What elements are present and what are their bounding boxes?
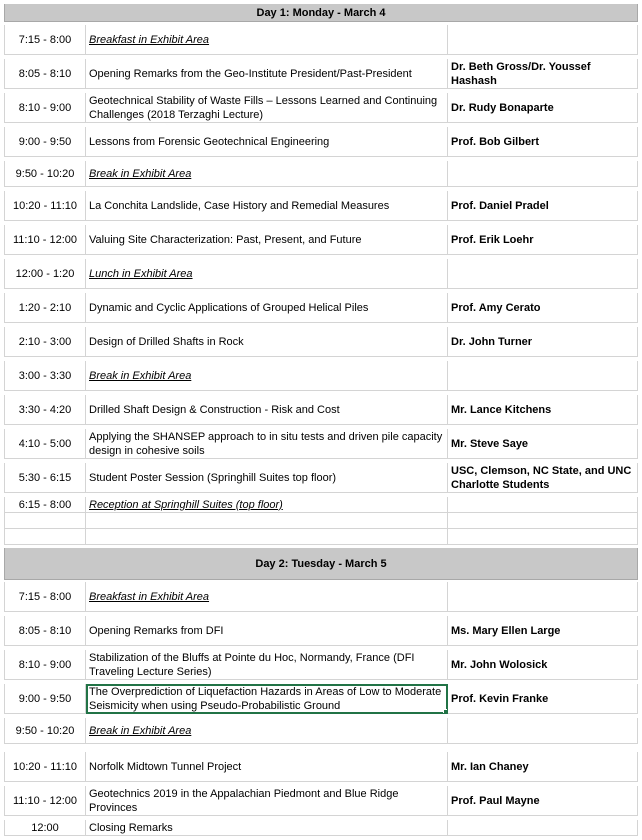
- title-cell[interactable]: Opening Remarks from the Geo-Institute President/Past-President: [86, 59, 448, 89]
- title-cell[interactable]: Design of Drilled Shafts in Rock: [86, 327, 448, 357]
- schedule-row: [4, 25, 638, 55]
- time-cell[interactable]: 12:00: [4, 820, 86, 836]
- speaker-cell[interactable]: [448, 361, 638, 391]
- time-cell[interactable]: 9:00 - 9:50: [4, 127, 86, 157]
- blank-cell[interactable]: [448, 529, 638, 545]
- blank-row: [4, 529, 638, 545]
- blank-cell[interactable]: [86, 529, 448, 545]
- speaker-cell[interactable]: [448, 259, 638, 289]
- title-cell[interactable]: Lunch in Exhibit Area: [86, 259, 448, 289]
- time-cell[interactable]: 8:05 - 8:10: [4, 59, 86, 89]
- title-cell[interactable]: Stabilization of the Bluffs at Pointe du Hoc, Normandy, France (DFI Traveling Lecture Series): [86, 650, 448, 680]
- title-cell[interactable]: Applying the SHANSEP approach to in situ tests and driven pile capacity design in cohesive soils: [86, 429, 448, 459]
- schedule-row: [4, 395, 638, 425]
- time-cell[interactable]: 8:10 - 9:00: [4, 650, 86, 680]
- day1-header-label: Day 1: Monday - March 4: [4, 4, 638, 22]
- schedule-row: [4, 191, 638, 221]
- speaker-cell[interactable]: [448, 497, 638, 513]
- title-cell[interactable]: Closing Remarks: [86, 820, 448, 836]
- schedule-row: [4, 616, 638, 646]
- time-cell[interactable]: 7:15 - 8:00: [4, 582, 86, 612]
- speaker-cell[interactable]: [448, 582, 638, 612]
- title-cell[interactable]: Break in Exhibit Area: [86, 361, 448, 391]
- schedule-row: [4, 752, 638, 782]
- speaker-cell[interactable]: Prof. Bob Gilbert: [448, 127, 638, 157]
- time-cell[interactable]: 9:50 - 10:20: [4, 161, 86, 187]
- speaker-cell[interactable]: Prof. Erik Loehr: [448, 225, 638, 255]
- speaker-cell[interactable]: Mr. Ian Chaney: [448, 752, 638, 782]
- title-cell[interactable]: La Conchita Landslide, Case History and Remedial Measures: [86, 191, 448, 221]
- schedule-row: [4, 361, 638, 391]
- blank-cell[interactable]: [4, 529, 86, 545]
- title-cell[interactable]: Reception at Springhill Suites (top floor): [86, 497, 448, 513]
- speaker-cell[interactable]: USC, Clemson, NC State, and UNC Charlotte Students: [448, 463, 638, 493]
- time-cell[interactable]: 9:00 - 9:50: [4, 684, 86, 714]
- time-cell[interactable]: 5:30 - 6:15: [4, 463, 86, 493]
- schedule-row: [4, 786, 638, 816]
- day1-header: [4, 4, 638, 22]
- title-cell[interactable]: Geotechnics 2019 in the Appalachian Piedmont and Blue Ridge Provinces: [86, 786, 448, 816]
- time-cell[interactable]: 6:15 - 8:00: [4, 497, 86, 513]
- time-cell[interactable]: 3:30 - 4:20: [4, 395, 86, 425]
- blank-row: [4, 513, 638, 529]
- schedule-row: [4, 463, 638, 493]
- schedule-row: [4, 93, 638, 123]
- blank-cell[interactable]: [4, 513, 86, 529]
- time-cell[interactable]: 7:15 - 8:00: [4, 25, 86, 55]
- time-cell[interactable]: 3:00 - 3:30: [4, 361, 86, 391]
- selected-cell[interactable]: The Overprediction of Liquefaction Hazards in Areas of Low to Moderate Seismicity when using Pseudo-Probabilistic Ground: [86, 684, 448, 714]
- time-cell[interactable]: 10:20 - 11:10: [4, 752, 86, 782]
- schedule-row: [4, 293, 638, 323]
- schedule-row: [4, 582, 638, 612]
- schedule-row: [4, 59, 638, 89]
- time-cell[interactable]: 8:10 - 9:00: [4, 93, 86, 123]
- schedule-row: [4, 127, 638, 157]
- blank-cell[interactable]: [86, 513, 448, 529]
- time-cell[interactable]: 4:10 - 5:00: [4, 429, 86, 459]
- speaker-cell[interactable]: Dr. Beth Gross/Dr. Youssef Hashash: [448, 59, 638, 89]
- title-cell[interactable]: Student Poster Session (Springhill Suites top floor): [86, 463, 448, 493]
- speaker-cell[interactable]: Prof. Paul Mayne: [448, 786, 638, 816]
- speaker-cell[interactable]: Mr. John Wolosick: [448, 650, 638, 680]
- title-cell[interactable]: Break in Exhibit Area: [86, 718, 448, 744]
- blank-cell[interactable]: [448, 513, 638, 529]
- schedule-row: [4, 259, 638, 289]
- schedule-row: [4, 161, 638, 187]
- schedule-row: [4, 650, 638, 680]
- schedule-row: [4, 684, 638, 714]
- speaker-cell[interactable]: Ms. Mary Ellen Large: [448, 616, 638, 646]
- schedule-row: [4, 225, 638, 255]
- time-cell[interactable]: 10:20 - 11:10: [4, 191, 86, 221]
- speaker-cell[interactable]: Prof. Amy Cerato: [448, 293, 638, 323]
- title-cell[interactable]: Valuing Site Characterization: Past, Present, and Future: [86, 225, 448, 255]
- schedule-row: [4, 429, 638, 459]
- time-cell[interactable]: 8:05 - 8:10: [4, 616, 86, 646]
- title-cell[interactable]: Norfolk Midtown Tunnel Project: [86, 752, 448, 782]
- speaker-cell[interactable]: Dr. John Turner: [448, 327, 638, 357]
- speaker-cell[interactable]: [448, 718, 638, 744]
- schedule-row: [4, 820, 638, 836]
- speaker-cell[interactable]: Mr. Steve Saye: [448, 429, 638, 459]
- title-cell[interactable]: Breakfast in Exhibit Area: [86, 25, 448, 55]
- speaker-cell[interactable]: Mr. Lance Kitchens: [448, 395, 638, 425]
- title-cell[interactable]: Breakfast in Exhibit Area: [86, 582, 448, 612]
- title-cell[interactable]: Lessons from Forensic Geotechnical Engineering: [86, 127, 448, 157]
- time-cell[interactable]: 2:10 - 3:00: [4, 327, 86, 357]
- speaker-cell[interactable]: [448, 820, 638, 836]
- day2-header: [4, 548, 638, 580]
- schedule-row: [4, 497, 638, 513]
- title-cell[interactable]: Drilled Shaft Design & Construction - Risk and Cost: [86, 395, 448, 425]
- time-cell[interactable]: 11:10 - 12:00: [4, 225, 86, 255]
- time-cell[interactable]: 1:20 - 2:10: [4, 293, 86, 323]
- speaker-cell[interactable]: Prof. Kevin Franke: [448, 684, 638, 714]
- time-cell[interactable]: 9:50 - 10:20: [4, 718, 86, 744]
- speaker-cell[interactable]: Prof. Daniel Pradel: [448, 191, 638, 221]
- speaker-cell[interactable]: [448, 25, 638, 55]
- title-cell[interactable]: Break in Exhibit Area: [86, 161, 448, 187]
- time-cell[interactable]: 12:00 - 1:20: [4, 259, 86, 289]
- day2-header-label: Day 2: Tuesday - March 5: [4, 548, 638, 580]
- title-cell[interactable]: Geotechnical Stability of Waste Fills – Lessons Learned and Continuing Challenges (2018 Terzaghi Lecture): [86, 93, 448, 123]
- speaker-cell[interactable]: [448, 161, 638, 187]
- time-cell[interactable]: 11:10 - 12:00: [4, 786, 86, 816]
- schedule-row: [4, 327, 638, 357]
- title-cell[interactable]: Dynamic and Cyclic Applications of Grouped Helical Piles: [86, 293, 448, 323]
- schedule-row: [4, 718, 638, 744]
- title-cell[interactable]: Opening Remarks from DFI: [86, 616, 448, 646]
- speaker-cell[interactable]: Dr. Rudy Bonaparte: [448, 93, 638, 123]
